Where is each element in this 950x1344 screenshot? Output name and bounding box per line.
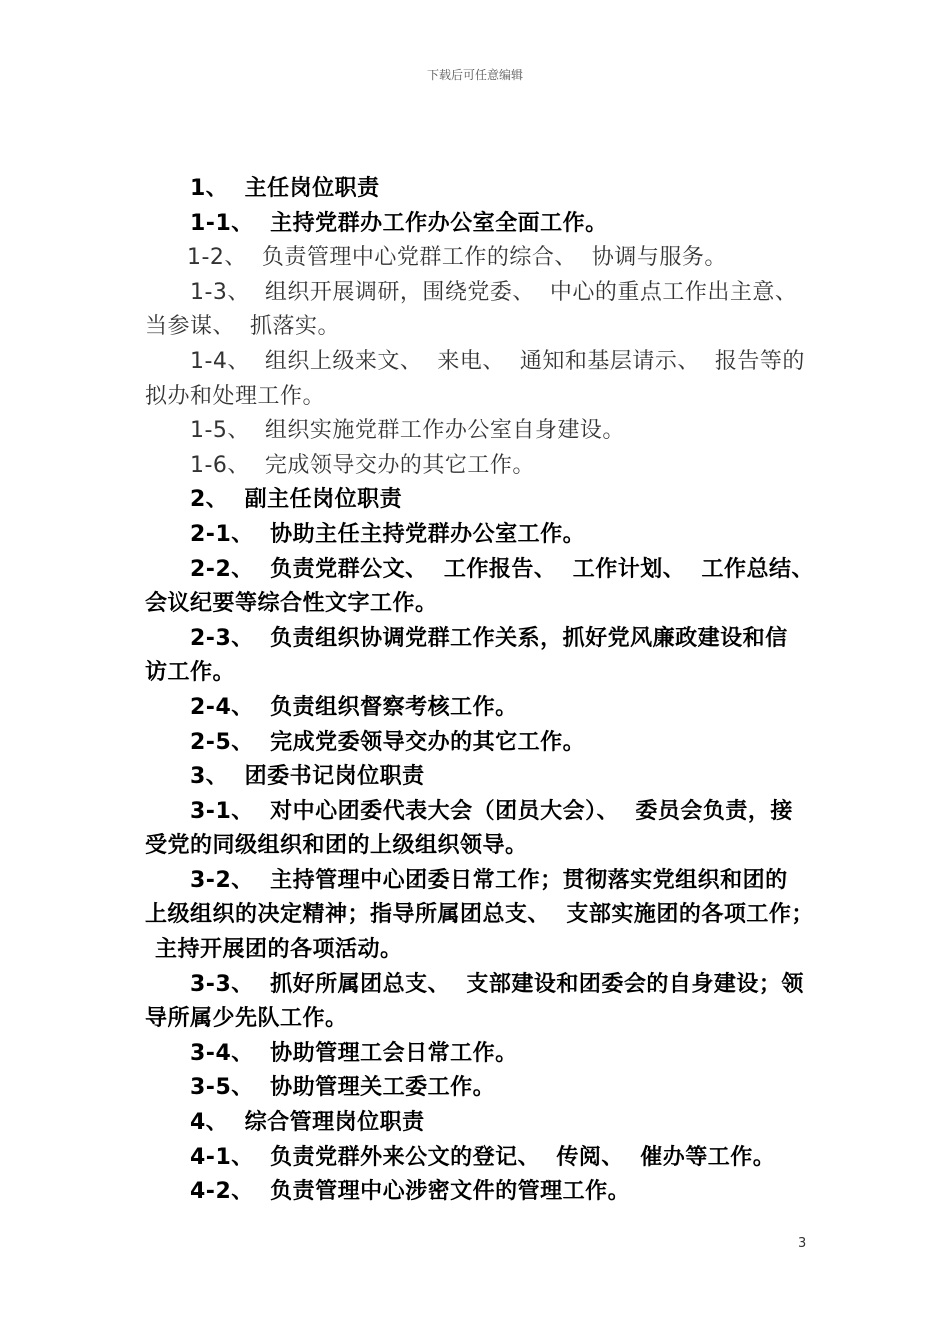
- section-heading-4: 4、 综合管理岗位职责: [190, 1110, 425, 1136]
- paragraph-line: 会议纪要等综合性文字工作。: [145, 591, 438, 617]
- paragraph-line: 4-1、 负责党群外来公文的登记、 传阅、 催办等工作。: [190, 1144, 776, 1170]
- paragraph-line: 导所属少先队工作。: [145, 1006, 348, 1032]
- page-number: 3: [798, 1236, 807, 1251]
- paragraph-line: 3-4、 协助管理工会日常工作。: [190, 1040, 518, 1066]
- paragraph-line: 1-4、 组织上级来文、 来电、 通知和基层请示、 报告等的: [190, 348, 805, 374]
- section-heading-3: 3、 团委书记岗位职责: [190, 764, 425, 790]
- paragraph-line: 1-6、 完成领导交办的其它工作。: [190, 452, 535, 478]
- section-heading-2: 2、 副主任岗位职责: [190, 487, 403, 513]
- paragraph-line: 2-4、 负责组织督察考核工作。: [190, 694, 518, 720]
- paragraph-line: 3-1、 对中心团委代表大会（团员大会）、 委员会负责，接: [190, 798, 793, 824]
- paragraph-line: 2-3、 负责组织协调党群工作关系，抓好党风廉政建设和信: [190, 625, 788, 651]
- paragraph-line: 访工作。: [145, 660, 236, 686]
- section-heading-1: 1、 主任岗位职责: [190, 176, 380, 201]
- paragraph-line: 上级组织的决定精神；指导所属团总支、 支部实施团的各项工作；: [145, 902, 814, 928]
- paragraph-line: 1-5、 组织实施党群工作办公室自身建设。: [190, 418, 625, 444]
- paragraph-line: 3-5、 协助管理关工委工作。: [190, 1075, 496, 1101]
- paragraph-line: 2-5、 完成党委领导交办的其它工作。: [190, 729, 586, 755]
- paragraph-line: 当参谋、 抓落实。: [145, 314, 340, 340]
- paragraph-line: 2-1、 协助主任主持党群办公室工作。: [190, 521, 586, 547]
- document-body: [145, 172, 825, 1210]
- paragraph-line: 主持开展团的各项活动。: [155, 937, 403, 963]
- page-header-note: 下载后可任意编辑: [426, 68, 523, 82]
- paragraph-line: 1-1、 主持党群办工作办公室全面工作。: [190, 210, 608, 236]
- paragraph-line: 3-3、 抓好所属团总支、 支部建设和团委会的自身建设；领: [190, 971, 804, 997]
- paragraph-line: 1-3、 组织开展调研，围绕党委、 中心的重点工作出主意、: [190, 279, 798, 305]
- paragraph-line: 拟办和处理工作。: [145, 383, 326, 409]
- paragraph-line: 3-2、 主持管理中心团委日常工作；贯彻落实党组织和团的: [190, 867, 788, 893]
- paragraph-line: 受党的同级组织和团的上级组织领导。: [145, 833, 528, 859]
- paragraph-line: 2-2、 负责党群公文、 工作报告、 工作计划、 工作总结、: [190, 556, 815, 582]
- paragraph-line: 1-2、 负责管理中心党群工作的综合、 协调与服务。: [187, 245, 727, 271]
- paragraph-line: 4-2、 负责管理中心涉密文件的管理工作。: [190, 1179, 631, 1205]
